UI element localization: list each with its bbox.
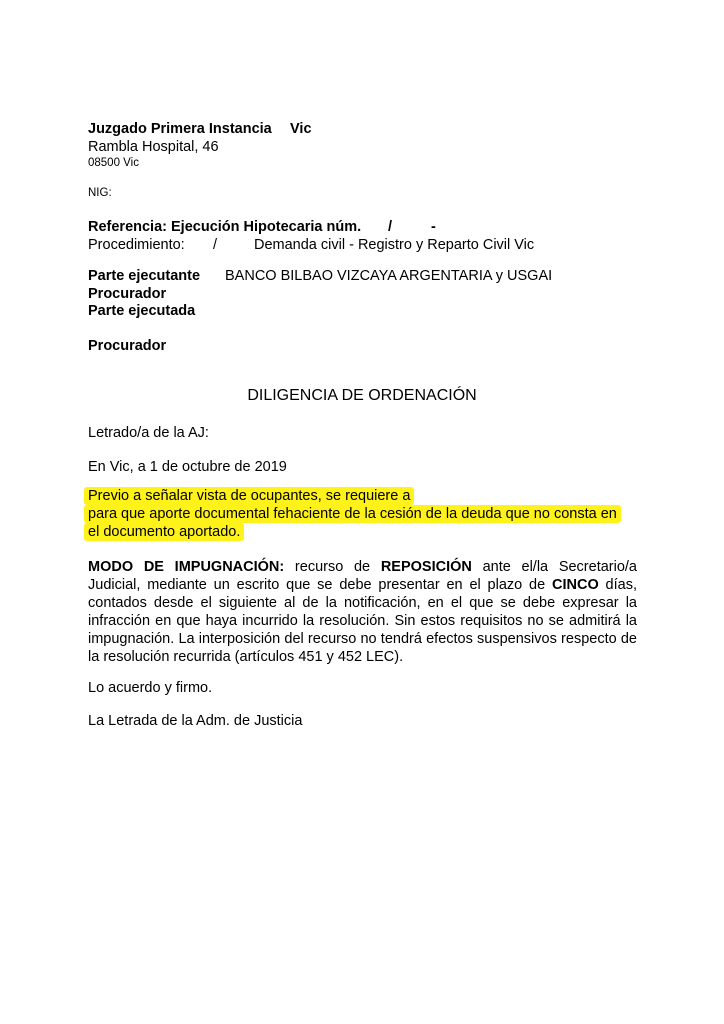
reference-label: Referencia: Ejecución Hipotecaria núm. bbox=[88, 219, 362, 235]
date-line: En Vic, a 1 de octubre de 2019 bbox=[88, 459, 287, 475]
highlight-line-2: para que aporte documental fehaciente de la cesión de la deuda que no consta en bbox=[84, 505, 621, 523]
impugnacion-label: MODO DE IMPUGNACIÓN: bbox=[88, 559, 285, 575]
highlighted-requirement bbox=[84, 487, 644, 541]
ejecutada-label: Parte ejecutada bbox=[88, 303, 196, 319]
signature-line: La Letrada de la Adm. de Justicia bbox=[88, 713, 303, 729]
impugnacion-text-3: días, bbox=[598, 577, 637, 593]
court-street: Rambla Hospital, 46 bbox=[88, 139, 219, 155]
ejecutante-label: Parte ejecutante bbox=[88, 268, 201, 284]
court-name: Juzgado Primera Instancia bbox=[88, 121, 272, 137]
highlight-line-3: el documento aportado. bbox=[84, 523, 244, 541]
ejecutante-value: BANCO BILBAO VIZCAYA ARGENTARIA y USGAI bbox=[225, 268, 553, 284]
letrado-line: Letrado/a de la AJ: bbox=[88, 425, 209, 441]
impugnacion-text-4: contados desde el siguiente al de la notificación, en el que se debe expresar la infracción en que haya incurrido la resolución. Sin estos requisitos no se admitirá la impugnación. La interposición del recurso no tendrá efectos suspensivos respecto de la resolución recurrida (artículos 451 y 452 LEC). bbox=[88, 595, 637, 665]
procedure-slash: / bbox=[213, 237, 218, 253]
reference-dash: - bbox=[431, 219, 436, 235]
procedure-label: Procedimiento: bbox=[88, 237, 185, 253]
nig-label: NIG: bbox=[88, 187, 112, 199]
reference-slash: / bbox=[388, 219, 393, 235]
impugnacion-text-1: recurso de bbox=[284, 559, 381, 575]
document-title: DILIGENCIA DE ORDENACIÓN bbox=[247, 387, 477, 404]
court-zip: 08500 Vic bbox=[88, 157, 139, 169]
procedure-value: Demanda civil - Registro y Reparto Civil Vic bbox=[254, 237, 535, 253]
closing-line: Lo acuerdo y firmo. bbox=[88, 680, 213, 696]
reposicion-word: REPOSICIÓN bbox=[380, 559, 472, 575]
procurador-label: Procurador bbox=[88, 286, 167, 302]
impugnacion-paragraph bbox=[88, 558, 637, 666]
procurador-label-2: Procurador bbox=[88, 338, 167, 354]
cinco-word: CINCO bbox=[552, 577, 599, 593]
court-city: Vic bbox=[290, 121, 312, 137]
impugnacion-text-2: ante el/la Secretario/a Judicial, mediante un escrito que se debe presentar en el plazo de bbox=[88, 559, 637, 593]
highlight-line-1: Previo a señalar vista de ocupantes, se requiere a bbox=[84, 487, 414, 505]
